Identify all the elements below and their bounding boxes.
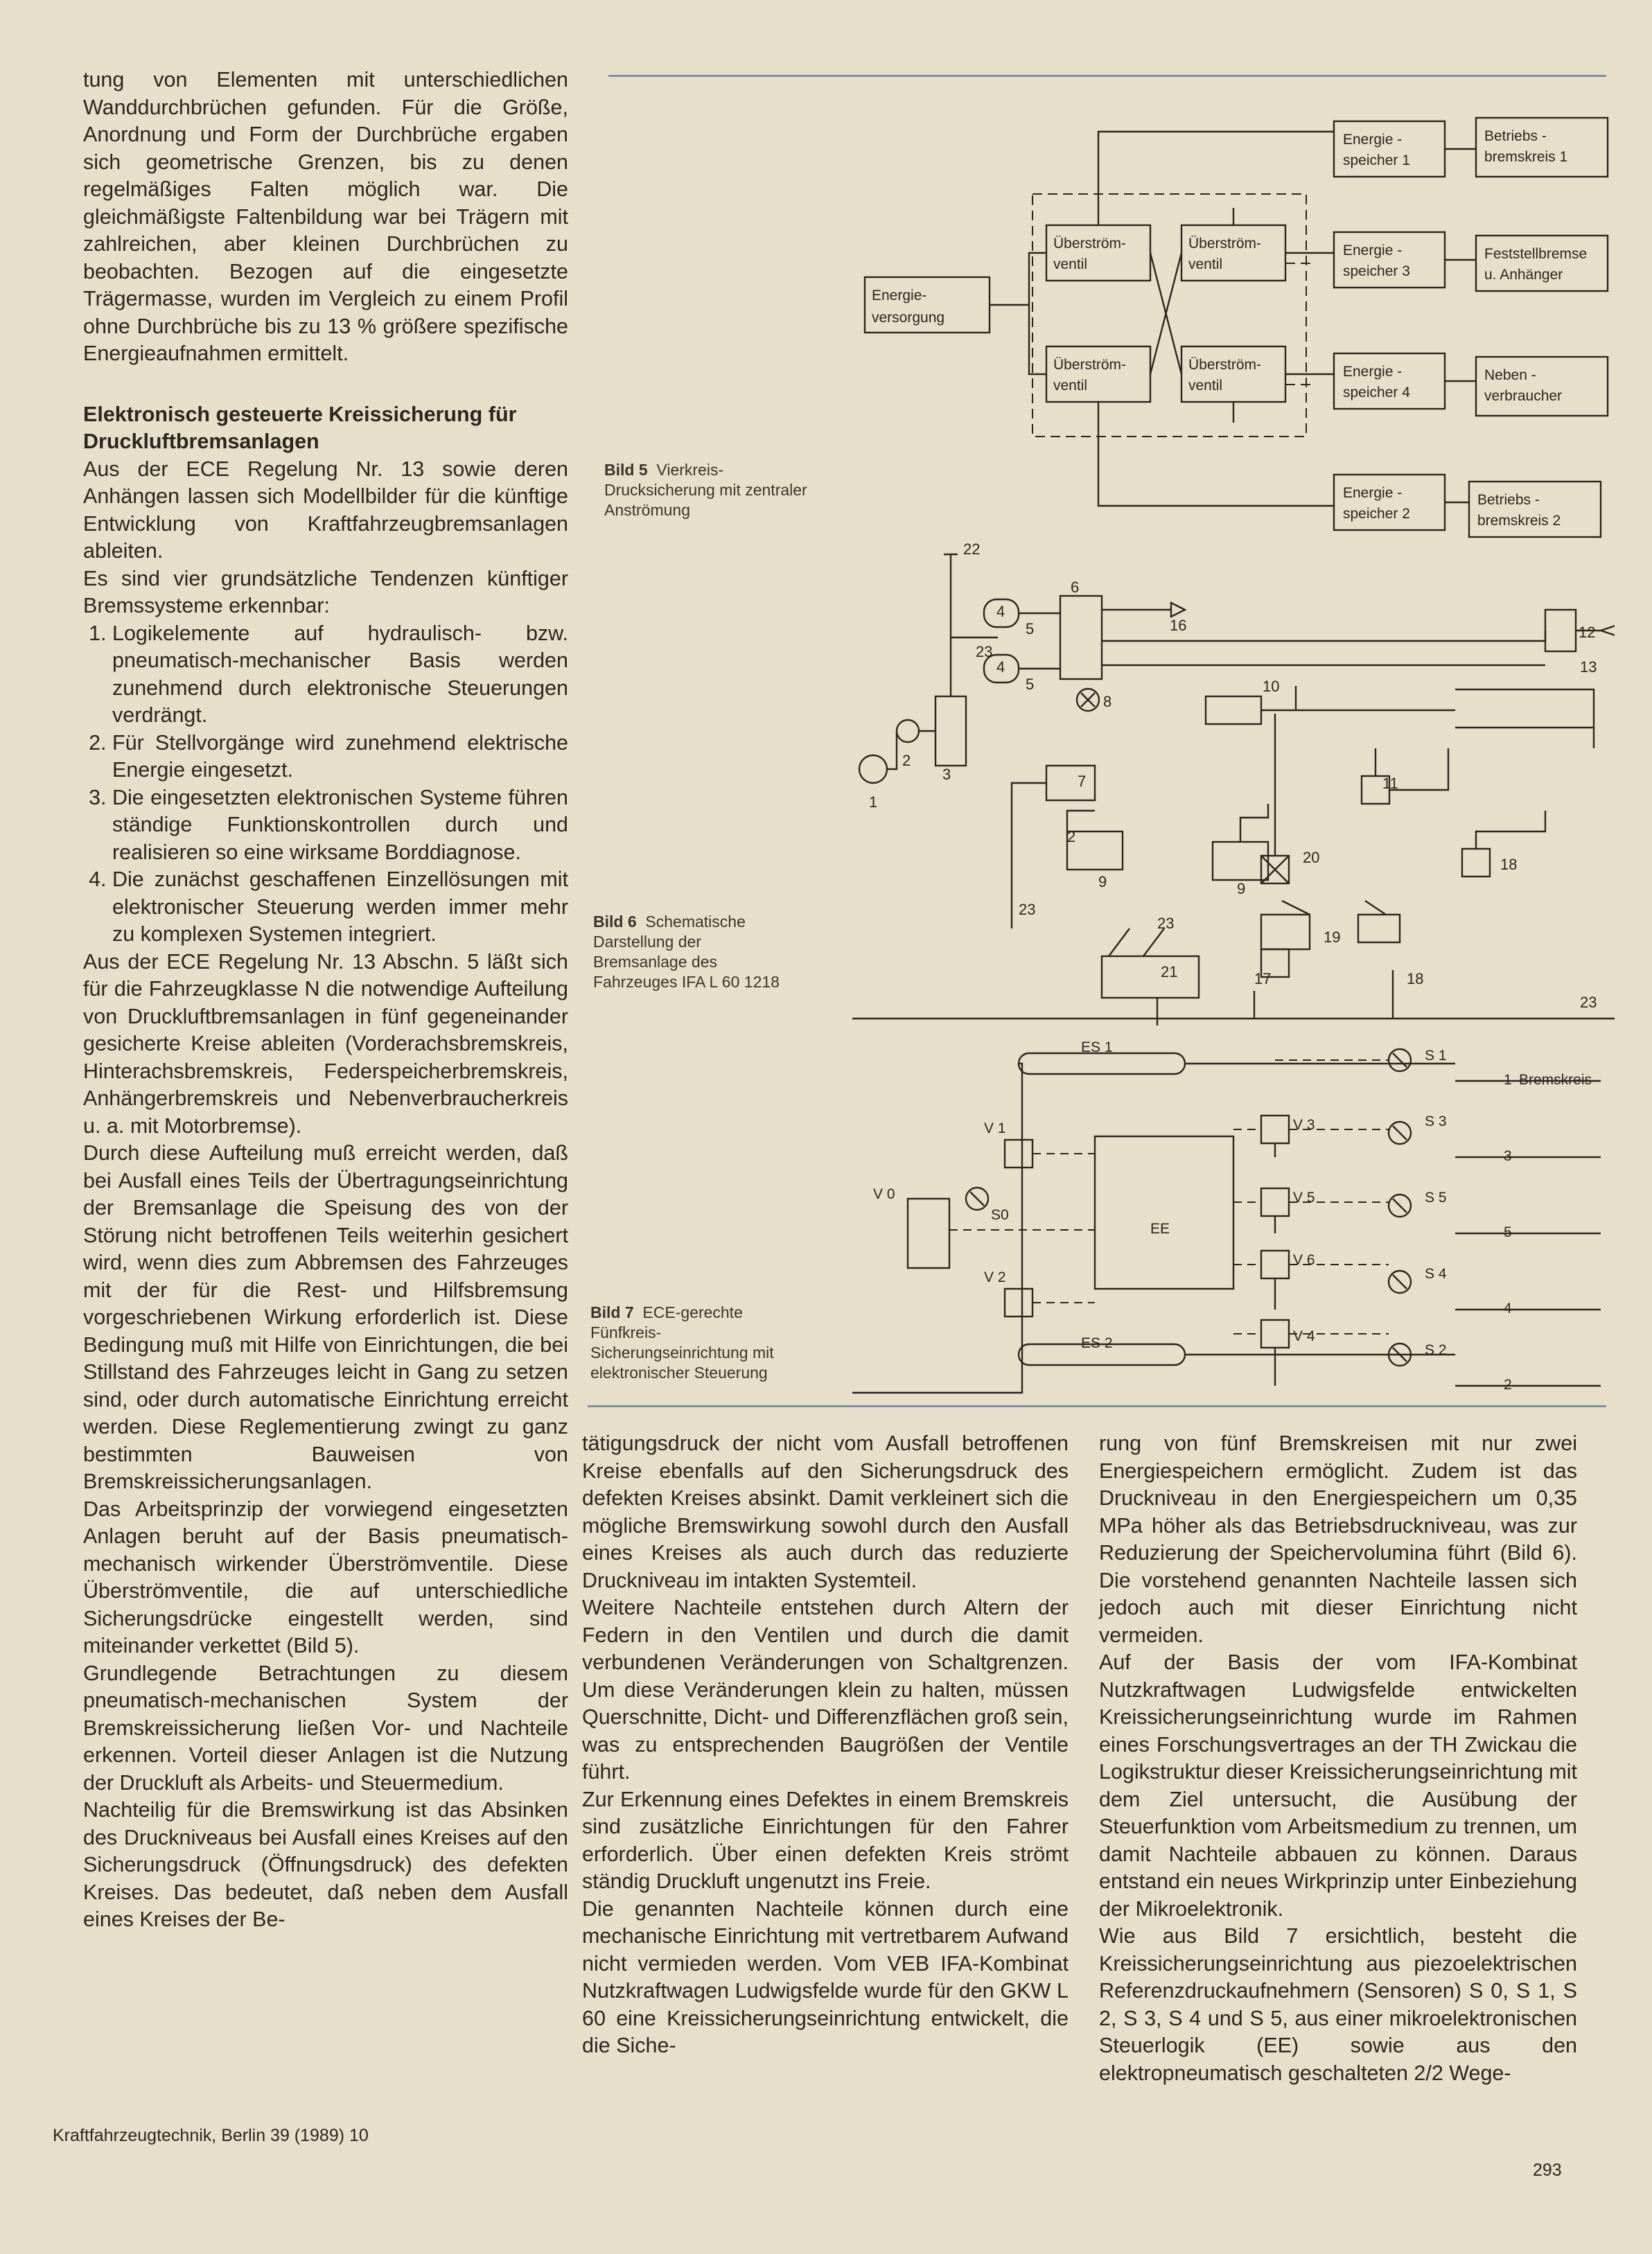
part-label: 4 xyxy=(996,658,1005,676)
paragraph: Weitere Nachteile entstehen durch Altern der Federn in den Ventilen und durch die damit verbundenen Veränderungen von Schaltgrenzen. Um diese Veränderungen klein zu halten, müssen Querschnitte, Dicht- und Differenzflächen groß sein, was zu entsprechenden Baugrößen der Ventile führt. xyxy=(582,1596,1069,1784)
v5-label: V 5 xyxy=(1293,1190,1315,1206)
v4-label: V 4 xyxy=(1293,1328,1315,1344)
es2-label: ES 2 xyxy=(1081,1335,1113,1351)
paragraph: Aus der ECE Regelung Nr. 13 sowie deren Anhängen lassen sich Modellbilder für die künftige Entwicklung von Kraftfahrzeugbremsanlagen ableiten. xyxy=(83,457,568,563)
part-label: 3 xyxy=(942,766,951,783)
part-label: 11 xyxy=(1382,775,1398,792)
v6-label: V 6 xyxy=(1293,1252,1315,1268)
energieversorgung-label: Energie- xyxy=(872,288,927,303)
paragraph: Das Arbeitsprinzip der vorwiegend eingesetzten Anlagen beruht auf der Basis pneumatisch-mechanisch wirkender Überströmventile. Diese Überströmventile, die auf unterschiedliche Sicherungsdrücke eingestellt werden, sind miteinander verkettet (Bild 5). xyxy=(83,1497,568,1657)
figure-7-five-circuit-schematic xyxy=(852,1032,1615,1407)
part-label: 23 xyxy=(976,643,993,660)
part-label: 18 xyxy=(1500,856,1518,873)
text-column-2 xyxy=(582,1430,1069,2060)
part-label: 4 xyxy=(996,603,1005,620)
part-label: 2 xyxy=(1067,828,1076,845)
ueberstroemventil-label: Überström- xyxy=(1188,236,1262,252)
ee-label: EE xyxy=(1150,1221,1170,1237)
s4-label: S 4 xyxy=(1425,1266,1447,1282)
es1-label: ES 1 xyxy=(1081,1039,1113,1055)
journal-footer: Kraftfahrzeugtechnik, Berlin 39 (1989) 10 xyxy=(53,2126,369,2145)
caption-bild6: Bild 6 Schematische Darstellung der Bremsanlage des Fahrzeuges IFA L 60 1218 xyxy=(593,913,780,991)
betriebsbremskreis-1-label: Betriebs - xyxy=(1484,128,1547,144)
v0-label: V 0 xyxy=(873,1186,895,1202)
nebenverbraucher-label: Neben - xyxy=(1484,367,1536,383)
paragraph: Wie aus Bild 7 ersichtlich, besteht die Kreissicherungseinrichtung aus piezoelektrischen Referenzdruckaufnehmern (Sensoren) S 0, S 1, S 2, S 3, S 4 und S 5, aus einer mikroelektronischen Steuerlogik (EE) sowie aus den elektropneumatisch geschalteten 2/2 Wege- xyxy=(1099,1924,1577,2085)
part-label: 5 xyxy=(1026,620,1035,637)
energiespeicher-3-label: Energie - xyxy=(1343,243,1403,258)
output-4-label: 4 xyxy=(1504,1301,1512,1317)
part-label: 2 xyxy=(902,752,911,769)
paragraph: tung von Elementen mit unterschiedlichen Wanddurchbrüchen gefunden. Für die Größe, Anordnung und Form der Durchbrüche ergaben sich geometrische Grenzen, bis zu denen regelmäßiges Falten möglich war. Die gleichmäßigste Faltenbildung war bei Trägern mit zahlreichen, aber kleinen Durchbrüchen zu beobachten. Bezogen auf die eingesetzte Trägermasse, wurden im Vergleich zu einem Profil ohne Durchbrüche bis zu 13 % größere spezifische Energieaufnahmen ermittelt. xyxy=(83,68,568,365)
svg-text:ventil: ventil xyxy=(1188,378,1223,394)
part-label: 23 xyxy=(1157,915,1175,932)
paragraph: tätigungsdruck der nicht vom Ausfall betroffenen Kreise ebenfalls auf den Sicherungsdruck des defekten Kreises absinkt. Damit verkleinert sich die mögliche Bremswirkung sowohl durch den Ausfall eines Kreises als auch durch das reduzierte Druckniveau im intakten Systemteil. xyxy=(582,1432,1069,1592)
text-column-3 xyxy=(1099,1430,1577,2087)
paragraph: rung von fünf Bremskreisen mit nur zwei Energiespeichern ermöglicht. Zudem ist das Druckniveau in den Energiespeichern um 0,35 MPa höher als das Betriebsdruckniveau, was zur Reduzierung der Speichervolumina führt (Bild 6). Die vorstehend genannten Nachteile lassen sich jedoch auch mit dieser Einrichtung nicht vermeiden. xyxy=(1099,1432,1577,1647)
paragraph: Grundlegende Betrachtungen zu diesem pneumatisch-mechanischen System der Bremskreissicherung ließen Vor- und Nachteile erkennen. Vorteil dieser Anlagen ist die Nutzung der Druckluft als Arbeits- und Steuermedium. xyxy=(83,1661,568,1795)
svg-text:speicher 3: speicher 3 xyxy=(1343,263,1410,279)
paragraph: Auf der Basis der vom IFA-Kombinat Nutzkraftwagen Ludwigsfelde entwickelten Kreissicherungseinrichtung wurde im Rahmen eines Forschungsvertrages an der TH Zwickau die Logikstruktur dieser Kreissicherungseinrichtung mit dem Ziel untersucht, die Ausübung der Steuerfunktion vom Arbeitsmedium zu trennen, um damit Nachteile abbauen zu können. Daraus entstand ein neues Wirkprinzip unter Einbeziehung der Mikroelektronik. xyxy=(1099,1650,1577,1921)
svg-text:u. Anhänger: u. Anhänger xyxy=(1484,267,1563,283)
paragraph: Nachteilig für die Bremswirkung ist das Absinken des Druckniveaus bei Ausfall eines Kreises auf den Sicherungsdruck (Öffnungsdruck) des defekten Kreises. Das bedeutet, daß neben dem Ausfall eines Kreises der Be- xyxy=(83,1798,568,1931)
energiespeicher-4-label: Energie - xyxy=(1343,364,1403,380)
svg-text:ventil: ventil xyxy=(1188,256,1223,272)
output-2-label: 2 xyxy=(1504,1377,1512,1393)
part-label: 22 xyxy=(963,540,981,558)
svg-text:ventil: ventil xyxy=(1053,256,1088,272)
paragraph: Durch diese Aufteilung muß erreicht werden, daß bei Ausfall eines Teils der Übertragungseinrichtung der Bremsanlage die Speisung des von der Störung nicht betroffenen Teils weiterhin gesichert wird, wenn dies zum Abbremsen des Fahrzeuges mit der für die Rest- und Hilfsbremsung vorgeschriebenen Wirkung erforderlich ist. Diese Bedingung muß mit Hilfe von Einrichtungen, die bei Stillstand des Fahrzeuges leicht in Gang zu setzen sind, oder durch automatische Einrichtung erreicht werden. Diese Reglementierung zwingt zu ganz bestimmten Bauweisen von Bremskreissicherungsanlagen. xyxy=(83,1141,568,1493)
output-5-label: 5 xyxy=(1504,1224,1512,1240)
s3-label: S 3 xyxy=(1425,1113,1447,1129)
part-label: 16 xyxy=(1170,617,1187,634)
ueberstroemventil-label: Überström- xyxy=(1053,357,1127,373)
paragraph: Es sind vier grundsätzliche Tendenzen künftiger Bremssysteme erkennbar: xyxy=(83,566,568,617)
figure-5-circuit-diagram xyxy=(852,104,1615,547)
bremskreis-label: Bremskreis xyxy=(1519,1072,1592,1088)
betriebsbremskreis-2-label: Betriebs - xyxy=(1477,492,1540,508)
list-item: 2. Für Stellvorgänge wird zunehmend elektrische Energie eingesetzt. xyxy=(112,730,568,784)
s0-label: S0 xyxy=(991,1207,1009,1223)
part-label: 5 xyxy=(1026,676,1035,693)
svg-text:verbraucher: verbraucher xyxy=(1484,388,1563,404)
list-item: 4. Die zunächst geschaffenen Einzellösungen mit elektronischer Steuerung werden immer mehr zu komplexen Systemen integriert. xyxy=(112,866,568,949)
top-rule xyxy=(608,75,1606,77)
feststellbremse-label: Feststellbremse xyxy=(1484,246,1588,262)
part-label: 18 xyxy=(1407,970,1424,987)
part-label: 10 xyxy=(1263,678,1280,695)
list-item: 3. Die eingesetzten elektronischen Systeme führen ständige Funktionskontrollen durch und realisieren so eine wirksame Borddiagnose. xyxy=(112,784,568,867)
v1-label: V 1 xyxy=(984,1120,1006,1136)
s1-label: S 1 xyxy=(1425,1048,1447,1064)
part-label: 23 xyxy=(1019,901,1036,918)
output-3-label: 3 xyxy=(1504,1148,1512,1164)
figure-6-brake-system-schematic xyxy=(852,540,1615,1025)
svg-text:bremskreis 1: bremskreis 1 xyxy=(1484,149,1568,165)
svg-text:speicher 2: speicher 2 xyxy=(1343,506,1410,522)
part-label: 6 xyxy=(1071,579,1080,596)
v2-label: V 2 xyxy=(984,1269,1006,1285)
paragraph: Zur Erkennung eines Defektes in einem Bremskreis sind zusätzliche Einrichtungen für den Fahrer erforderlich. Über einen defekten Kreis strömt ständig Druckluft ungenutzt ins Freie. xyxy=(582,1787,1069,1893)
energiespeicher-1-label: Energie - xyxy=(1343,132,1403,148)
list-item: 1. Logikelemente auf hydraulisch- bzw. pneumatisch-mechanischer Basis werden zunehmend durch elektronische Steuerungen verdrängt. xyxy=(112,620,568,730)
energiespeicher-2-label: Energie - xyxy=(1343,485,1403,501)
text-column-1 xyxy=(83,67,568,1934)
page-number: 293 xyxy=(1533,2160,1562,2180)
part-label: 23 xyxy=(1580,994,1597,1011)
svg-text:speicher 4: speicher 4 xyxy=(1343,385,1410,400)
part-label: 8 xyxy=(1103,693,1112,710)
section-heading: Elektronisch gesteuerte Kreissicherung für Druckluftbremsanlagen xyxy=(83,402,517,453)
ueberstroemventil-label: Überström- xyxy=(1053,236,1127,252)
part-label: 9 xyxy=(1237,880,1246,897)
svg-text:speicher 1: speicher 1 xyxy=(1343,152,1410,168)
svg-text:ventil: ventil xyxy=(1053,378,1088,394)
s5-label: S 5 xyxy=(1425,1190,1447,1206)
part-label: 21 xyxy=(1161,963,1178,980)
part-label: 19 xyxy=(1324,928,1341,946)
svg-text:versorgung: versorgung xyxy=(872,310,945,326)
part-label: 17 xyxy=(1254,970,1272,987)
part-label: 7 xyxy=(1078,773,1087,790)
part-label: 12 xyxy=(1579,624,1596,641)
ueberstroemventil-label: Überström- xyxy=(1188,357,1262,373)
paragraph: Die genannten Nachteile können durch eine mechanische Einrichtung mit vertretbarem Aufwand nicht vermieden werden. Vom VEB IFA-Kombinat Nutzkraftwagen Ludwigsfelde wurde für den GKW L 60 eine Kreissicherungseinrichtung entwickelt, die die Siche- xyxy=(582,1896,1069,2057)
part-label: 1 xyxy=(869,793,878,811)
part-label: 20 xyxy=(1303,849,1320,866)
caption-bild7: Bild 7 ECE-gerechte Fünfkreis-Sicherungseinrichtung mit elektronischer Steuerung xyxy=(590,1303,774,1382)
output-1-label: 1 xyxy=(1504,1072,1512,1088)
v3-label: V 3 xyxy=(1293,1117,1315,1133)
part-label: 13 xyxy=(1580,658,1597,676)
part-label: 9 xyxy=(1098,873,1107,890)
caption-bild5: Bild 5 Vierkreis-Drucksicherung mit zentraler Anströmung xyxy=(604,461,807,519)
paragraph: Aus der ECE Regelung Nr. 13 Abschn. 5 läßt sich für die Fahrzeugklasse N die notwendige Aufteilung von Druckluftbremsanlagen in fünf gegeneinander gesicherte Kreise ableiten (Vorderachsbremskreis, Hinterachsbremskreis, Federspeicherbremskreis, Anhängerbremskreis und Nebenverbraucherkreis u. a. mit Motorbremse). xyxy=(83,949,568,1138)
tendency-list xyxy=(83,620,568,949)
svg-text:bremskreis 2: bremskreis 2 xyxy=(1477,513,1561,529)
s2-label: S 2 xyxy=(1425,1342,1447,1358)
